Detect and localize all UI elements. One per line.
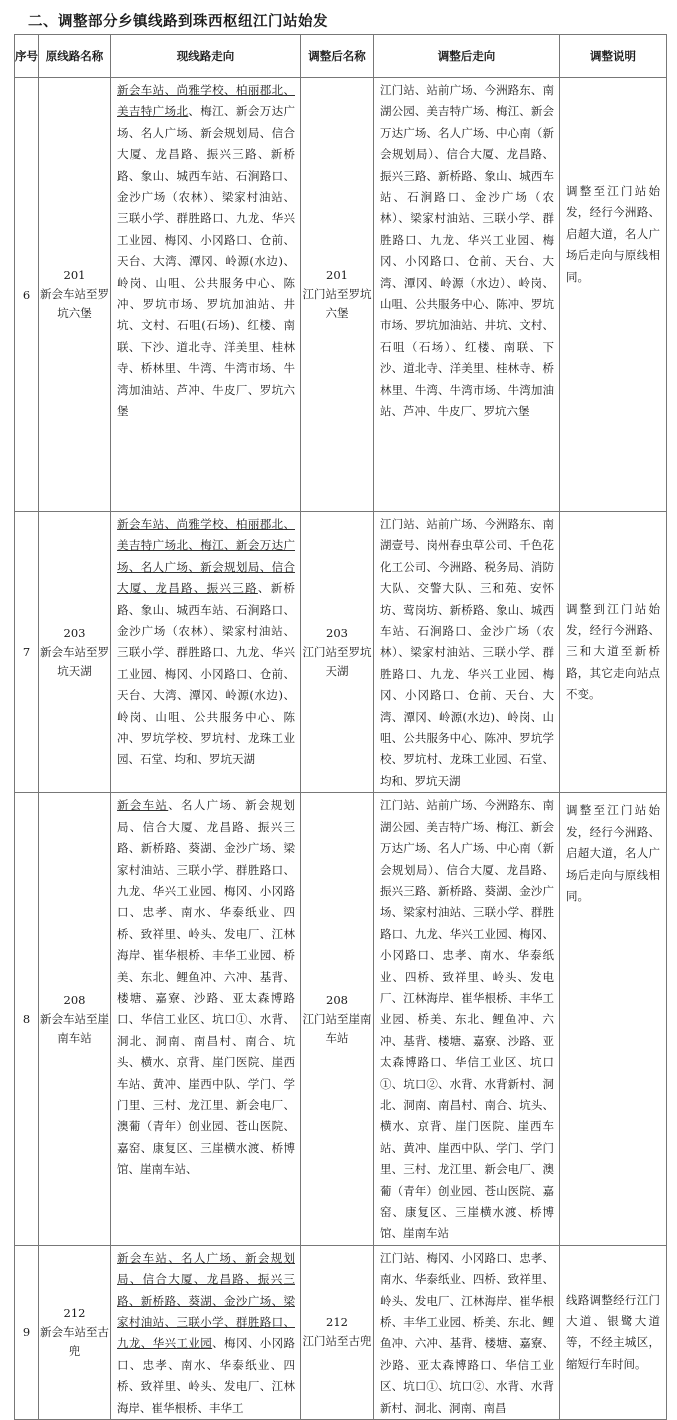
- underlined-stops: 新会车站: [117, 798, 169, 813]
- old-route-number: 201: [63, 268, 86, 282]
- row-number: 6: [15, 78, 39, 512]
- new-route-label: 江门站至罗坑六堡: [302, 287, 372, 320]
- old-route-name: [39, 1245, 111, 1419]
- section-title: 二、调整部分乡镇线路到珠西枢纽江门站始发: [28, 14, 328, 30]
- old-route-stops: [111, 78, 301, 512]
- old-route-label: 新会车站至古兜: [40, 1324, 109, 1358]
- old-route-name: [39, 78, 111, 512]
- new-route-stops: 江门站、站前广场、今洲路东、南湖壹号、岗州春虫草公司、千色花化工公司、今洲路、税务局、消防大队、交警大队、三和苑、安怀坊、莺岗坊、新桥路、象山、城西车站、石涧路口、金沙广场（农林）、梁家村油站、三联小学、群胜路口、九龙、华兴工业园、梅冈、小冈路口、仓前、天台、大湾、潭冈、岭源(水边)、岭岗、山咀、公共服务中心、陈冲、罗坑学校、罗坑村、龙珠工业园、石堂、均和、罗坑天湖: [374, 512, 560, 793]
- header-no: 序号: [15, 35, 39, 78]
- new-route-number: 201: [326, 268, 348, 282]
- new-route-name: [301, 78, 374, 512]
- old-route-stops: [111, 1245, 301, 1419]
- underlined-stops: 新会车站、尚雅学校、柏丽郡北、美吉特广场北、梅江、新会万达广场、名人广场、新会规划局、信合大厦、龙昌路、振兴三路: [117, 517, 295, 596]
- new-route-number: 208: [326, 992, 348, 1007]
- remaining-stops: 、新桥路、象山、城西车站、石涧路口、金沙广场（农林）、梁家村油站、三联小学、群胜路口、九龙、华兴工业园、梅冈、小冈路口、仓前、天台、大湾、潭冈、岭源(水边)、岭岗、山咀、公共服务中心、陈冲、罗坑学校、罗坑村、龙珠工业园、石堂、均和、罗坑天湖: [117, 581, 296, 767]
- new-route-name: [301, 1245, 374, 1419]
- remaining-stops: 、梅江、新会万达广场、名人广场、新会规划局、信合大厦、龙昌路、振兴三路、新桥路、象山、城西车站、石涧路口、金沙广场（农林）、梁家村油站、三联小学、群胜路口、九龙、华兴工业园、梅冈、小冈路口、仓前、天台、大湾、潭冈、岭源(水边)、岭岗、山咀、公共服务中心、陈冲、罗坑市场、罗坑加油站、井坑、文村、石咀(石场)、红楼、南联、下沙、道北寺、洋美里、桂林寺、桥林里、牛湾、牛湾市场、牛湾加油站、芦冲、牛皮厂、罗坑六堡: [117, 104, 296, 419]
- header-new-route: 调整后走向: [374, 35, 560, 78]
- new-route-number: 212: [326, 1315, 348, 1330]
- header-new-name: 调整后名称: [301, 35, 374, 78]
- new-route-stops: 江门站、站前广场、今洲路东、南湖公园、美吉特广场、梅江、新会万达广场、名人广场、中心南（新会规划局）、信合大厦、龙昌路、振兴三路、新桥路、葵湖、金沙广场、梁家村油站、三联小学、群胜路口、九龙、华兴工业园、梅冈、小冈路口、忠孝、南水、华泰纸业、四桥、致祥里、岭头、发电厂、江林海岸、崔华根桥、丰华工业园、桥美、东北、鲤鱼冲、六冲、基背、楼塘、嘉寮、沙路、亚太森博路口、华信工业区、坑口①、坑口②、水背、水背新村、洞北、洞南、南昌村、南合、坑头、横水、京背、崖门医院、崖西车站、黄冲、崖西中队、学门、学门里、三村、龙江里、新会电厂、澳葡（青年）创业园、苍山医院、嘉窑、康复区、三崖横水渡、桥博馆、崖南车站: [374, 793, 560, 1246]
- header-old-name: 原线路名称: [39, 35, 111, 78]
- old-route-stops: [111, 793, 301, 1246]
- old-route-label: 新会车站至崖南车站: [40, 1011, 109, 1045]
- table-row: [15, 1245, 667, 1419]
- new-route-name: [301, 512, 374, 793]
- new-route-label: 江门站至罗坑天湖: [302, 644, 372, 678]
- new-route-number: 203: [326, 625, 348, 640]
- new-route-stops: 江门站、梅冈、小冈路口、忠孝、南水、华泰纸业、四桥、致祥里、岭头、发电厂、江林海岸、崔华根桥、丰华工业园、桥美、东北、鲤鱼冲、六冲、基背、楼塘、嘉寮、沙路、亚太森博路口、华信工业区、坑口①、坑口②、水背、水背新村、洞北、洞南、南昌: [374, 1245, 560, 1419]
- header-old-route: 现线路走向: [111, 35, 301, 78]
- new-route-name: [301, 793, 374, 1246]
- table-header-row: [15, 35, 667, 78]
- table-row: [15, 78, 667, 512]
- underlined-stops: 新会车站、名人广场、新会规划局、信合大厦、龙昌路、振兴三路、新桥路、葵湖、金沙广场、梁家村油站、三联小学、群胜路口、九龙、华兴工业园: [117, 1250, 295, 1351]
- old-route-name: [39, 793, 111, 1246]
- old-route-number: 203: [63, 625, 86, 640]
- new-route-stops: 江门站、站前广场、今洲路东、南湖公园、美吉特广场、梅江、新会万达广场、名人广场、中心南（新会规划局）、信合大厦、龙昌路、振兴三路、新桥路、象山、城西车站、石涧路口、金沙广场（农林）、梁家村油站、三联小学、群胜路口、九龙、华兴工业园、梅冈、小冈路口、仓前、天台、大湾、潭冈、岭源（水边）、岭岗、山咀、公共服务中心、陈冲、罗坑市场、罗坑加油站、井坑、文村、石咀（石场）、红楼、南联、下沙、道北寺、洋美里、桂林寺、桥林里、牛湾、牛湾市场、牛湾加油站、芦冲、牛皮厂、罗坑六堡: [374, 78, 560, 512]
- adjustment-note: 线路调整经行江门大道、银鹭大道等，不经主城区，缩短行车时间。: [560, 1245, 667, 1419]
- remaining-stops: 、梅冈、小冈路口、忠孝、南水、华泰纸业、四桥、致祥里、岭头、发电厂、江林海岸、崔华根桥、丰华工: [117, 1336, 296, 1415]
- route-adjustment-table: [14, 34, 667, 1420]
- new-route-label: 江门站至古兜: [302, 1334, 372, 1349]
- old-route-name: [39, 512, 111, 793]
- old-route-label: 新会车站至罗坑天湖: [40, 644, 109, 678]
- old-route-stops: [111, 512, 301, 793]
- new-route-label: 江门站至崖南车站: [302, 1011, 372, 1045]
- old-route-label: 新会车站至罗坑六堡: [40, 287, 109, 320]
- adjustment-note: 调整至江门站始发，经行今洲路、启超大道，名人广场后走向与原线相同。: [560, 78, 667, 512]
- table-row: [15, 793, 667, 1246]
- row-number: 9: [15, 1245, 39, 1419]
- row-number: 8: [15, 793, 39, 1246]
- old-route-number: 208: [63, 992, 86, 1007]
- adjustment-note: 调整到江门站始发，经行今洲路、三和大道至新桥路，其它走向站点不变。: [560, 512, 667, 793]
- remaining-stops: 、名人广场、新会规划局、信合大厦、龙昌路、振兴三路、新桥路、葵湖、金沙广场、梁家村油站、三联小学、群胜路口、九龙、华兴工业园、梅冈、小冈路口、忠孝、南水、华泰纸业、四桥、致祥里、岭头、发电厂、江林海岸、崔华根桥、丰华工业园、桥美、东北、鲤鱼冲、六冲、基背、楼塘、嘉寮、沙路、亚太森博路口、华信工业区、坑口①、水背、洞北、洞南、南昌村、南合、坑头、横水、京背、崖门医院、崖西车站、黄冲、崖西中队、学门、学门里、三村、龙江里、新会电厂、澳葡（青年）创业园、苍山医院、嘉窑、康复区、三崖横水渡、桥博馆、崖南车站、: [117, 798, 296, 1177]
- table-row: [15, 512, 667, 793]
- underlined-stops: 新会车站、尚雅学校、柏丽郡北、美吉特广场北: [117, 83, 295, 119]
- old-route-number: 212: [63, 1305, 86, 1320]
- adjustment-note: 调整至江门站始发，经行今洲路、启超大道，名人广场后走向与原线相同。: [560, 793, 667, 1246]
- header-note: 调整说明: [560, 35, 667, 78]
- row-number: 7: [15, 512, 39, 793]
